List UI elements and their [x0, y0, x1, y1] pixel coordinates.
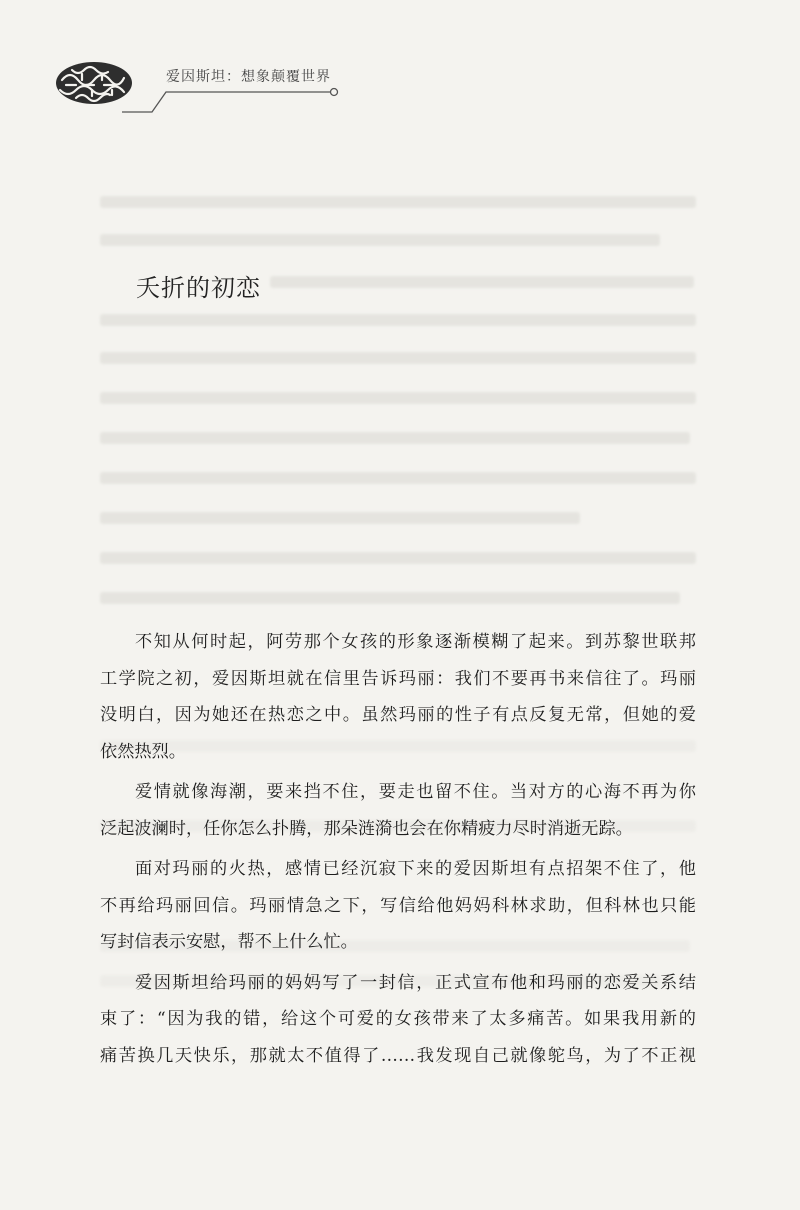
header-rule [0, 0, 800, 130]
text-line: 不知从何时起，阿劳那个女孩的形象逐渐模糊了起来。到苏黎世联邦 [135, 632, 696, 652]
paragraph [100, 851, 696, 961]
section-heading: 夭折的初恋 [136, 274, 261, 302]
text-line: 束了：“因为我的错，给这个可爱的女孩带来了太多痛苦。如果我用新的 [100, 1009, 696, 1029]
text-line: 依然热烈。 [100, 741, 186, 762]
paragraph [100, 624, 696, 770]
paragraph [100, 774, 696, 847]
text-line: 写封信表示安慰，帮不上什么忙。 [100, 932, 358, 952]
text-line: 爱因斯坦给玛丽的妈妈写了一封信，正式宣布他和玛丽的恋爱关系结 [135, 972, 696, 993]
text-line: 面对玛丽的火热，感情已经沉寂下来的爱因斯坦有点招架不住了，他 [135, 859, 696, 879]
article-body [100, 624, 696, 1074]
text-line: 工学院之初，爱因斯坦就在信里告诉玛丽：我们不要再书来信往了。玛丽 [100, 668, 696, 689]
text-line: 爱情就像海潮，要来挡不住，要走也留不住。当对方的心海不再为你 [135, 782, 696, 802]
text-line: 泛起波澜时，任你怎么扑腾，那朵涟漪也会在你精疲力尽时消逝无踪。 [100, 818, 633, 839]
paragraph [100, 965, 696, 1075]
text-line: 没明白，因为她还在热恋之中。虽然玛丽的性子有点反复无常，但她的爱 [100, 705, 696, 725]
text-line: 不再给玛丽回信。玛丽情急之下，写信给他妈妈科林求助，但科林也只能 [100, 895, 696, 916]
text-line: 痛苦换几天快乐，那就太不值得了……我发现自己就像鸵鸟，为了不正视 [100, 1045, 696, 1066]
running-header: 爱因斯坦：想象颠覆世界 [166, 69, 331, 85]
